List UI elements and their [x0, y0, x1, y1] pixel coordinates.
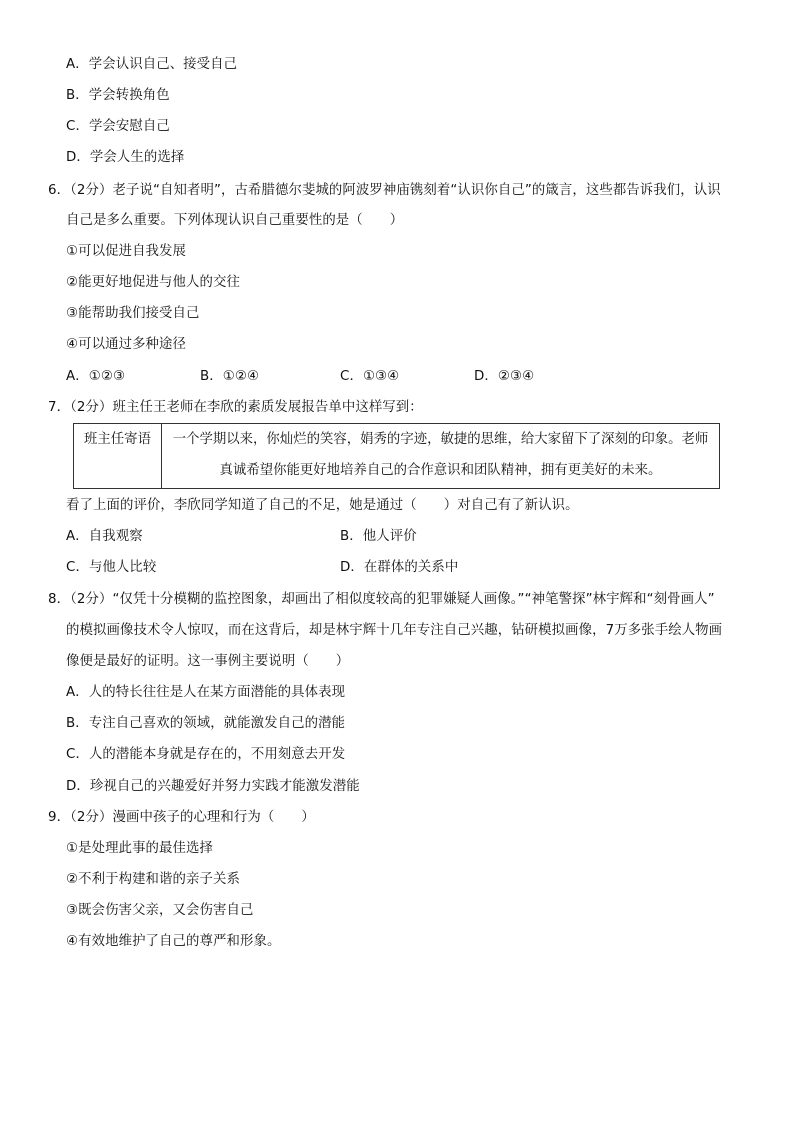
q6-options-row	[66, 367, 626, 387]
q9-statement-4: ④有效地维护了自己的尊严和形象。	[66, 934, 281, 949]
q6-statement-1: ①可以促进自我发展	[66, 244, 187, 259]
q5-option-a[interactable]: A．学会认识自己、接受自己	[66, 57, 238, 72]
q8-stem-line1: 8．（2分）“仅凭十分模糊的监控图象，却画出了相似度较高的犯罪嫌疑人画像。”“神笔警探”林宇辉和“刻骨画人”	[48, 592, 715, 607]
q9-statement-1: ①是处理此事的最佳选择	[66, 841, 214, 856]
q6-stem-line1: 6．（2分）老子说“自知者明”，古希腊德尔斐城的阿波罗神庙镌刻着“认识你自己”的箴言，这些都告诉我们，认识	[48, 183, 721, 198]
table-comment	[162, 424, 719, 488]
q9-statement-3: ③既会伤害父亲，又会伤害自己	[66, 903, 254, 918]
q5-option-d[interactable]: D．学会人生的选择	[66, 150, 185, 165]
q7-option-c[interactable]: C．与他人比较	[66, 560, 157, 575]
q9-statement-2: ②不利于构建和谐的亲子关系	[66, 872, 240, 887]
q5-option-c[interactable]: C．学会安慰自己	[66, 119, 170, 134]
q8-stem-line2: 的模拟画像技术令人惊叹，而在这背后，却是林宇辉十几年专注自己兴趣，钻研模拟画像，7万多张手绘人物画	[66, 623, 723, 638]
q7-followup: 看了上面的评价，李欣同学知道了自己的不足，她是通过（ ）对自己有了新认识。	[66, 498, 579, 513]
table-label: 班主任寄语	[74, 424, 162, 488]
q5-option-b[interactable]: B．学会转换角色	[66, 88, 170, 103]
q7-stem: 7．（2分）班主任王老师在李欣的素质发展报告单中这样写到：	[48, 400, 423, 415]
q8-option-a[interactable]: A．人的特长往往是人在某方面潜能的具体表现	[66, 685, 346, 700]
q6-option-d[interactable]: D．②③④	[474, 369, 535, 384]
q7-options-row2	[66, 558, 626, 578]
q8-option-b[interactable]: B．专注自己喜欢的领域，就能激发自己的潜能	[66, 716, 346, 731]
q6-option-b[interactable]: B．①②④	[200, 369, 260, 384]
table-comment-line2: 真诚希望你能更好地培养自己的合作意识和团队精神，拥有更美好的未来。	[219, 463, 662, 478]
q6-statement-2: ②能更好地促进与他人的交往	[66, 275, 240, 290]
q7-option-b[interactable]: B．他人评价	[340, 529, 417, 544]
q8-option-d[interactable]: D．珍视自己的兴趣爱好并努力实践才能激发潜能	[66, 779, 360, 794]
q8-option-c[interactable]: C．人的潜能本身就是存在的，不用刻意去开发	[66, 747, 346, 762]
teacher-comment-table	[73, 423, 720, 489]
q6-stem-line2: 自己是多么重要。下列体现认识自己重要性的是（ ）	[66, 213, 404, 228]
q6-statement-4: ④可以通过多种途径	[66, 337, 187, 352]
q6-option-a[interactable]: A．①②③	[66, 369, 126, 384]
q7-option-d[interactable]: D．在群体的关系中	[340, 560, 459, 575]
q8-stem-line3: 像便是最好的证明。这一事例主要说明（ ）	[66, 654, 350, 669]
q6-statement-3: ③能帮助我们接受自己	[66, 306, 200, 321]
q6-option-c[interactable]: C．①③④	[340, 369, 400, 384]
q7-option-a[interactable]: A．自我观察	[66, 529, 143, 544]
table-comment-line1: 一个学期以来，你灿烂的笑容，娟秀的字迹，敏捷的思维，给大家留下了深刻的印象。老师	[172, 432, 709, 447]
q9-stem: 9．（2分）漫画中孩子的心理和行为（ ）	[48, 810, 315, 825]
q7-options-row1	[66, 527, 626, 547]
